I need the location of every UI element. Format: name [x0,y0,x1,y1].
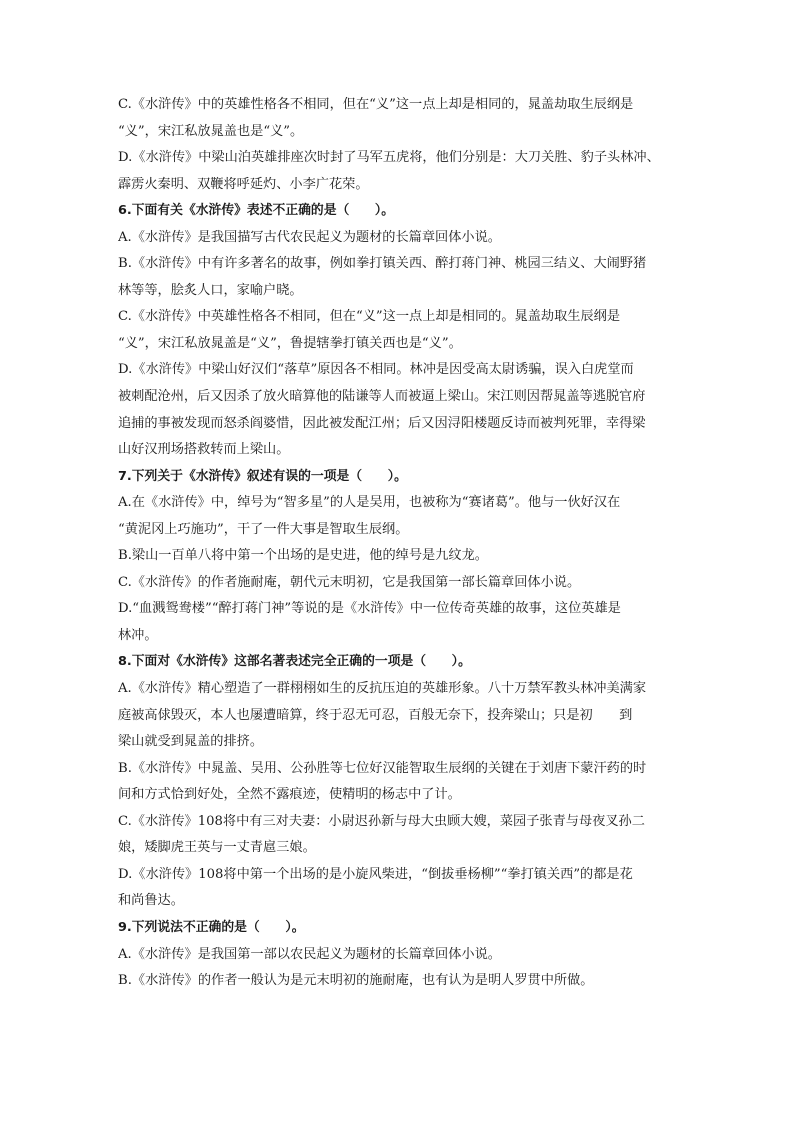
question-heading: 9.下列说法不正确的是（ ）。 [118,919,305,935]
text-line: D.《水浒传》中梁山好汉们“落草”原因各不相同。林冲是因受高太尉诱骗，误入白虎堂而 [118,362,634,378]
text-line: A.在《水浒传》中，绰号为“智多星”的人是吴用，也被称为“赛诸葛”。他与一伙好汉在 [118,495,621,511]
text-line: 梁山就受到晁盖的排挤。 [118,734,264,750]
text-line: B.《水浒传》中有许多著名的故事，例如拳打镇关西、醉打蒋门神、桃园三结义、大闹野猪 [118,256,647,272]
question-heading: 7.下列关于《水浒传》叙述有误的一项是（ ）。 [118,468,407,484]
text-line: 山好汉刑场搭救转而上梁山。 [118,442,290,458]
text-line: C.《水浒传》108将中有三对夫妻：小尉迟孙新与母大虫顾大嫂，菜园子张青与母夜叉孙二 [118,813,645,829]
text-line: C.《水浒传》的作者施耐庵，朝代元末明初，它是我国第一部长篇章回体小说。 [118,574,581,590]
text-line: “义”，宋江私放晁盖是“义”，鲁提辖拳打镇关西也是“义”。 [118,335,462,351]
text-line: “黄泥冈上巧施功”，干了一件大事是智取生辰纲。 [118,521,409,537]
text-line: “义”，宋江私放晁盖也是“义”。 [118,123,304,139]
text-line: 林等等，脍炙人口，家喻户晓。 [118,282,303,298]
text-line: B.《水浒传》的作者一般认为是元末明初的施耐庵，也有认为是明人罗贯中所做。 [118,973,594,989]
text-line: C.《水浒传》中英雄性格各不相同，但在“义”这一点上却是相同的。晁盖劫取生辰纲是 [118,309,621,325]
text-line: D.“血溅鸳鸯楼”“醉打蒋门神”等说的是《水浒传》中一位传奇英雄的故事，这位英雄是 [118,601,621,617]
text-line: A.《水浒传》精心塑造了一群栩栩如生的反抗压迫的英雄形象。八十万禁军教头林冲美满家 [118,681,647,697]
question-heading: 8.下面对《水浒传》这部名著表述完全正确的一项是（ ）。 [118,654,471,670]
text-line: 和尚鲁达。 [118,893,184,909]
text-line: D.《水浒传》108将中第一个出场的是小旋风柴进，“倒拔垂杨柳”“拳打镇关西”的都是花 [118,866,633,882]
text-line: 间和方式恰到好处，全然不露痕迹，使精明的杨志中了计。 [118,787,461,803]
text-line: A.《水浒传》是我国描写古代农民起义为题材的长篇章回体小说。 [118,229,501,245]
text-line: A.《水浒传》是我国第一部以农民起义为题材的长篇章回体小说。 [118,946,501,962]
text-line: 娘，矮脚虎王英与一丈青扈三娘。 [118,840,316,856]
text-line: C.《水浒传》中的英雄性格各不相同，但在“义”这一点上却是相同的，晁盖劫取生辰纲是 [118,97,634,112]
text-line: 霹雳火秦明、双鞭将呼延灼、小李广花荣。 [118,176,369,192]
text-line: B.梁山一百单八将中第一个出场的是史进，他的绰号是九纹龙。 [118,548,488,564]
document-body [118,92,678,995]
text-line: 庭被高俅毁灭，本人也屡遭暗算，终于忍无可忍，百般无奈下，投奔梁山；只是初 到 [118,707,633,723]
question-heading: 6.下面有关《水浒传》表述不正确的是（ ）。 [118,203,395,219]
text-line: 追捕的事被发现而怒杀阎婆惜，因此被发配江州；后又因浔阳楼题反诗而被判死罪，幸得梁 [118,415,646,431]
text-line: 林冲。 [118,627,158,643]
text-line: 被刺配沧州，后又因杀了放火暗算他的陆谦等人而被逼上梁山。宋江则因帮晁盖等逃脱官府 [118,389,646,405]
text-line: B.《水浒传》中晁盖、吴用、公孙胜等七位好汉能智取生辰纲的关键在于刘唐下蒙汗药的时 [118,760,647,776]
text-line: D.《水浒传》中梁山泊英雄排座次时封了马军五虎将，他们分别是：大刀关胜、豹子头林冲、 [118,150,660,166]
